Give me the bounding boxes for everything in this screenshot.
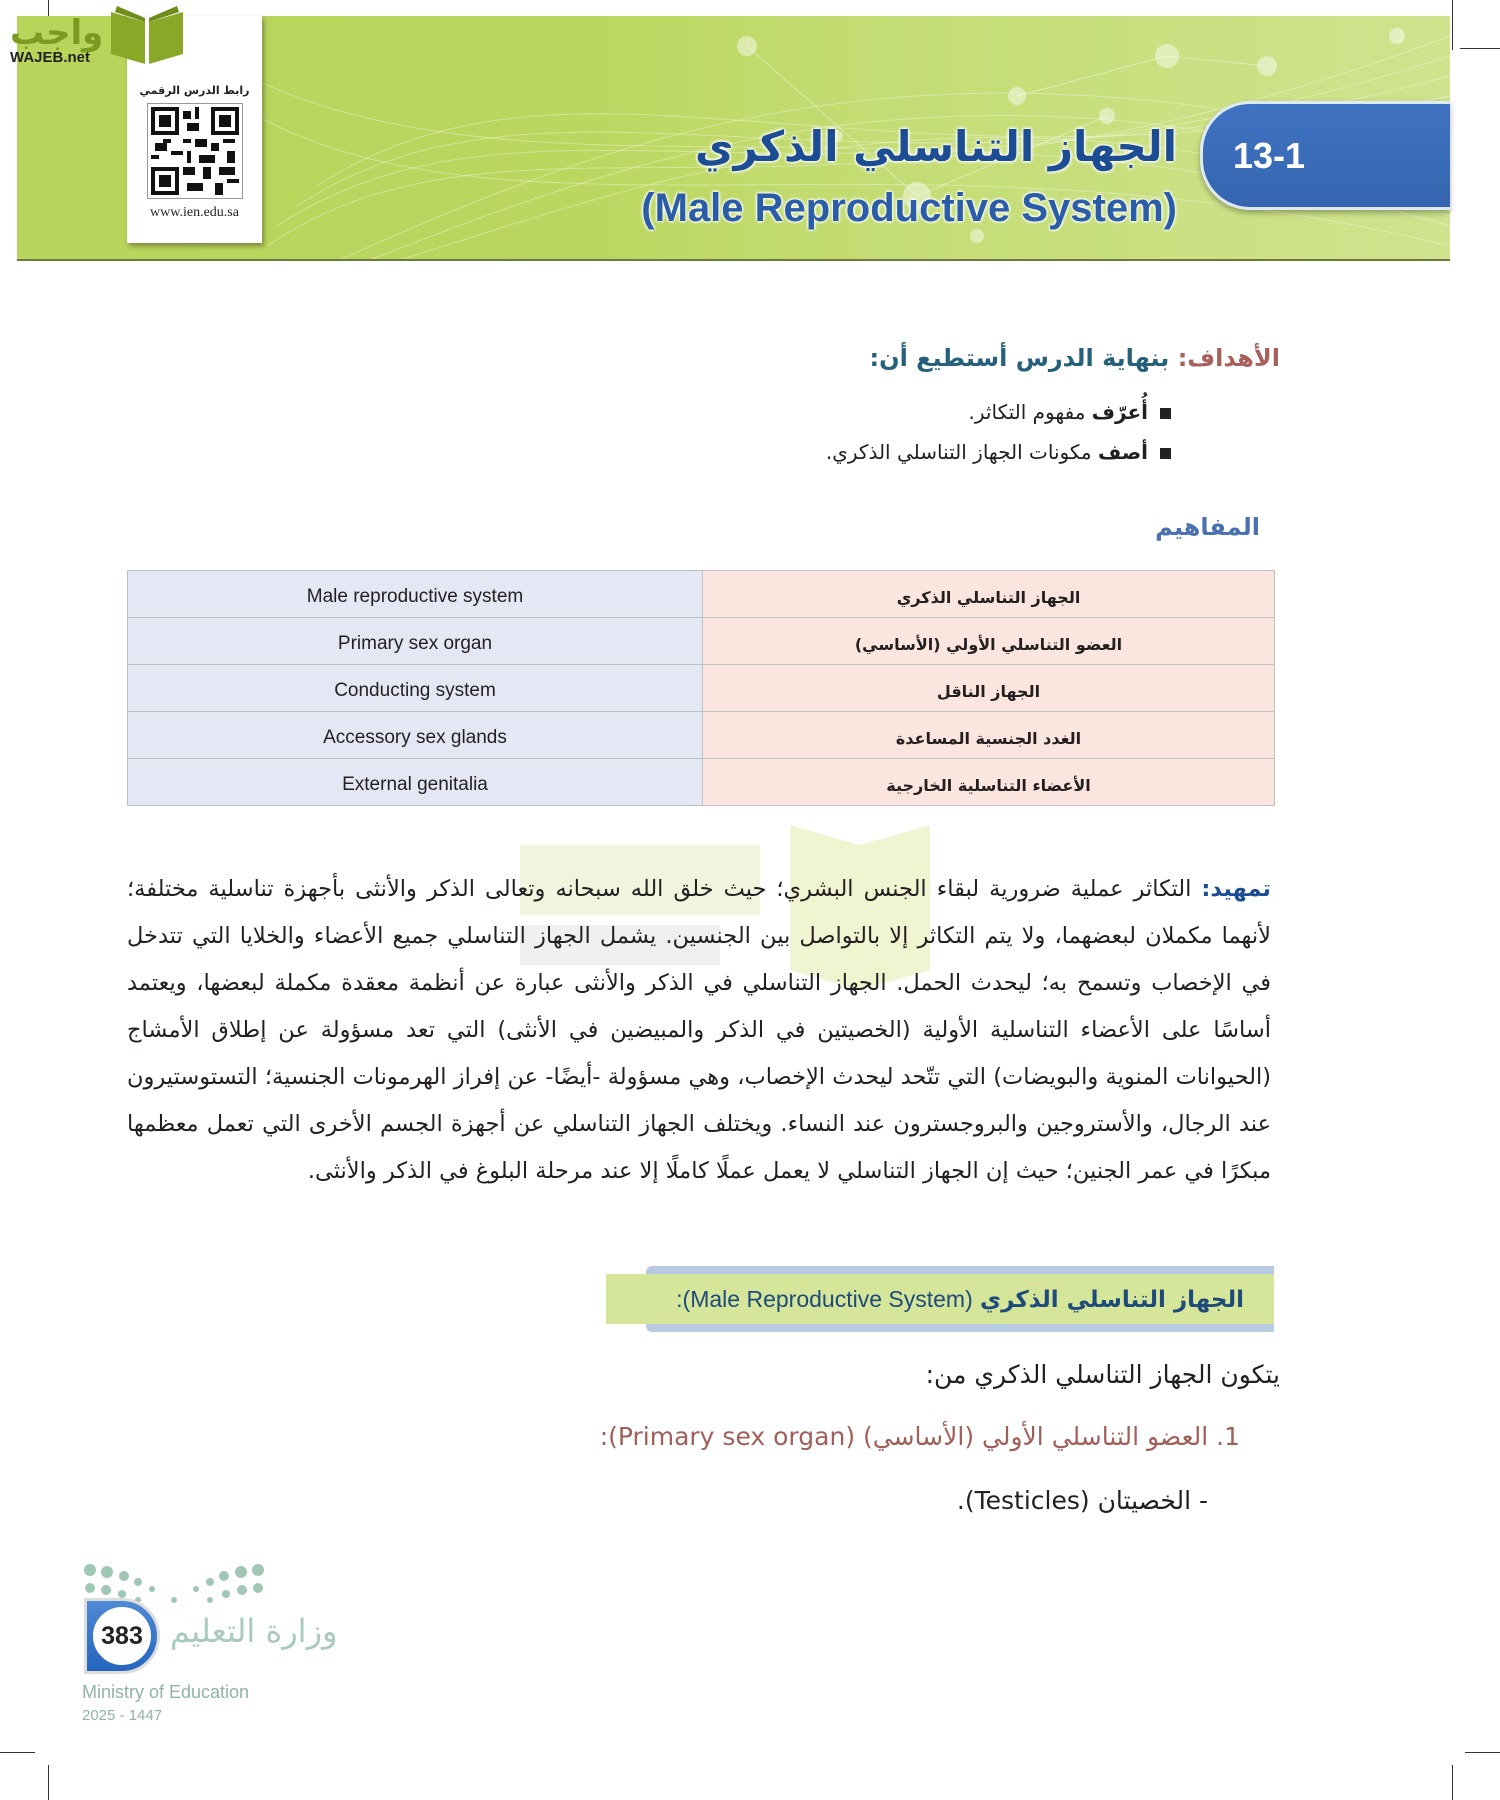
page-number: 383 xyxy=(93,1607,151,1665)
book-icon xyxy=(107,4,187,66)
decorative-bar xyxy=(646,1324,1274,1332)
concepts-heading: المفاهيم xyxy=(1155,513,1260,541)
objectives-heading xyxy=(869,344,1280,372)
table-row xyxy=(128,665,1275,712)
table-row xyxy=(128,618,1275,665)
crop-mark xyxy=(1452,1765,1453,1800)
concept-en: Accessory sex glands xyxy=(128,712,703,759)
concept-ar: الجهاز الناقل xyxy=(703,665,1275,712)
ministry-name-en: Ministry of Education xyxy=(82,1682,250,1702)
qr-code-icon xyxy=(151,107,239,195)
section-title-ar: الجهاز التناسلي الذكري xyxy=(980,1287,1244,1313)
wajeb-logo-ar: واجب xyxy=(10,13,104,53)
concept-ar: الأعضاء التناسلية الخارجية xyxy=(703,759,1275,806)
objective-text: مفهوم التكاثر. xyxy=(968,400,1086,424)
table-row xyxy=(128,759,1275,806)
crop-mark xyxy=(0,1752,35,1753)
concept-en: Primary sex organ xyxy=(128,618,703,665)
square-bullet-icon xyxy=(1160,408,1171,419)
concepts-table xyxy=(127,570,1275,806)
objectives-label: الأهداف: xyxy=(1177,344,1280,372)
ministry-name-ar: وزارة التعليم xyxy=(170,1612,338,1650)
crop-mark xyxy=(1460,48,1500,49)
page-number-badge xyxy=(84,1598,160,1674)
objective-verb: أُعرّف xyxy=(1091,400,1148,424)
square-bullet-icon xyxy=(1160,448,1171,459)
concept-en: Male reproductive system xyxy=(128,571,703,618)
qr-label: رابط الدرس الرقمي xyxy=(139,84,250,97)
lesson-number: 13-1 xyxy=(1233,135,1306,176)
lesson-title-en: (Male Reproductive System) xyxy=(641,186,1177,230)
objective-verb: أصف xyxy=(1098,440,1148,464)
concept-en: Conducting system xyxy=(128,665,703,712)
table-row xyxy=(128,712,1275,759)
crop-mark xyxy=(1465,1752,1500,1753)
objective-item xyxy=(826,440,1171,464)
wajeb-logo-en: WAJEB.net xyxy=(10,49,91,66)
concept-en: External genitalia xyxy=(128,759,703,806)
section-title-en: (Male Reproductive System): xyxy=(676,1286,973,1312)
edition-year: 2025 - 1447 xyxy=(82,1707,163,1724)
intro-text: التكاثر عملية ضرورية لبقاء الجنس البشري؛ حيث خلق الله سبحانه وتعالى الذكر والأنثى بأجهزة تناسلية مختلفة؛ لأنهما مكملان لبعضهما، ولا يتم التكاثر إلا بالتواصل بين الجنسين. يشمل الجهاز التناسلي جميع الأعضاء والخلايا التي تتدخل في الإخصاب وتسمح به؛ ليحدث الحمل. الجهاز التناسلي في الذكر والأنثى عبارة عن أنظمة معقدة مكملة لبعضها، ويعتمد أساسًا على الأعضاء التناسلية الأولية (الخصيتين في الذكر والمبيضين في الأنثى) التي تعد مسؤولة عن إطلاق الأمشاج (الحيوانات المنوية والبويضات) التي تتّحد ليحدث الإخصاب، وهي مسؤولة -أيضًا- عن إفراز الهرمونات الجنسية؛ التستوستيرون عند الرجال، والأستروجين والبروجسترون عند النساء. ويختلف الجهاز التناسلي عن أجهزة الجسم الأخرى التي تعمل معظمها مبكرًا في عمر الجنين؛ حيث إن الجهاز التناسلي لا يعمل عملًا كاملًا إلا عند مرحلة البلوغ في الذكر والأنثى. xyxy=(127,876,1271,1184)
concept-ar: الغدد الجنسية المساعدة xyxy=(703,712,1275,759)
wajeb-logo xyxy=(10,4,187,66)
numbered-item: 1. العضو التناسلي الأولي (الأساسي) (Primary sex organ): xyxy=(599,1422,1240,1451)
section-heading-box xyxy=(606,1266,1274,1332)
decorative-bar xyxy=(646,1266,1274,1274)
objective-text: مكونات الجهاز التناسلي الذكري. xyxy=(825,440,1092,464)
lesson-number-tab xyxy=(1200,101,1450,210)
table-row xyxy=(128,571,1275,618)
body-text: يتكون الجهاز التناسلي الذكري من: xyxy=(925,1360,1280,1389)
objectives-intro: بنهاية الدرس أستطيع أن: xyxy=(869,344,1170,372)
concept-ar: الجهاز التناسلي الذكري xyxy=(703,571,1275,618)
qr-code[interactable] xyxy=(147,103,243,199)
crop-mark xyxy=(1452,0,1453,50)
concept-ar: العضو التناسلي الأولي (الأساسي) xyxy=(703,618,1275,665)
crop-mark xyxy=(48,1765,49,1800)
qr-url[interactable]: www.ien.edu.sa xyxy=(150,205,239,220)
objective-item xyxy=(969,400,1171,424)
sub-item: - الخصيتان (Testicles). xyxy=(956,1486,1208,1515)
lesson-title-ar: الجهاز التناسلي الذكري xyxy=(695,122,1177,171)
intro-label: تمهيد: xyxy=(1201,876,1271,902)
intro-paragraph xyxy=(127,866,1271,1195)
